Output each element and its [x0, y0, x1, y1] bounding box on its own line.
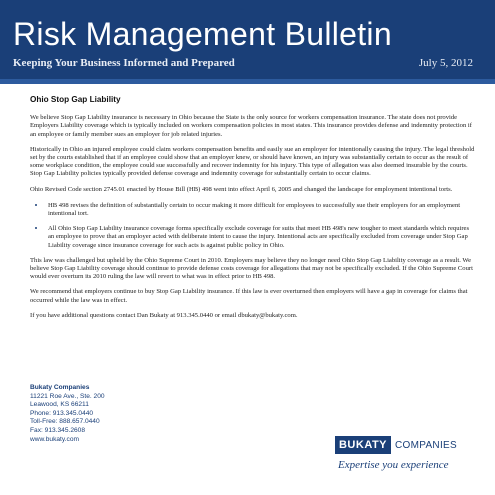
logo-tagline: Expertise you experience	[338, 459, 449, 471]
website: www.bukaty.com	[30, 435, 79, 443]
article-body	[30, 96, 476, 327]
address-line: Leawood, KS 66211	[30, 401, 89, 409]
header-banner	[0, 0, 495, 84]
paragraph: We believe Stop Gap Liability insurance is necessary in Ohio because the State is the only source for workers compensation insurance. The state does not provide Employers Liability coverage which is typically included on workers compensation policies in most states. This insurance provides defense and indemnity protection if an employee or family member sues an employer for job related injuries.	[30, 114, 472, 138]
company-logo	[335, 436, 476, 481]
header-stripe	[0, 79, 495, 84]
contact-block	[30, 384, 105, 444]
bullet-item: • HB 498 revises the definition of substantially certain to occur making it more difficult for employees to successfully sue their employers for an employment intentional tort.	[46, 201, 476, 218]
paragraph: We recommend that employers continue to buy Stop Gap Liability insurance. If this law is ever overturned then employers will have a gap in coverage for claims that occurred while the law was in effect.	[30, 288, 468, 304]
address-line: 11221 Roe Ave., Ste. 200	[30, 392, 105, 400]
bullet-list	[30, 201, 476, 250]
bulletin-date: July 5, 2012	[418, 57, 473, 69]
article-title: Ohio Stop Gap Liability	[30, 95, 121, 104]
paragraph: This law was challenged but upheld by the Ohio Supreme Court in 2010. Employers may believe they no longer need Ohio Stop Gap Liability coverage as a result. We believe Stop Gap Liability coverage should continue to provide defense costs coverage for allegations that may not be specifically excluded. If the Ohio Supreme Court would ever overturn its 2010 ruling the law will revert to what was in effect prior to HB 498.	[30, 256, 473, 281]
bulletin-subtitle: Keeping Your Business Informed and Prepared	[13, 57, 235, 69]
fax-number: Fax: 913.345.2608	[30, 426, 85, 434]
paragraph: Historically in Ohio an injured employee could claim workers compensation benefits and easily sue an employer for intentionally causing the injury. The legal threshold set by the courts established that if an employee could show that an employer knew, or should have known, an injury was substantially certain to occur as the result of some workplace condition, the employee could sue successfully and recover indemnity for his injury. This type of allegation was also deemed insurable by the courts. Stop Gap Liability policies typically provided defense coverage and indemnity coverage for substantially certain to occur claims.	[30, 145, 475, 178]
paragraph: Ohio Revised Code section 2745.01 enacted by House Bill (HB) 498 went into effect April 6, 2005 and changed the landscape for employment intentional torts.	[30, 185, 453, 193]
logo-word: COMPANIES	[395, 440, 457, 451]
bullet-item: • All Ohio Stop Gap Liability insurance coverage forms specifically exclude coverage for suits that meet HB 498's new tougher to meet standards which requires an employee to prove that an employer acted with deliberate intent to cause the injury. Intentional acts are specifically excluded from coverage under Stop Gap Liability coverage since insurance coverage for such acts is against public policy in Ohio.	[46, 224, 476, 250]
company-name: Bukaty Companies	[30, 384, 90, 391]
bulletin-title: Risk Management Bulletin	[13, 16, 392, 52]
phone-number: Phone: 913.345.0440	[30, 409, 94, 417]
tollfree-number: Toll-Free: 888.657.0440	[30, 418, 100, 426]
contact-paragraph: If you have additional questions contact Dan Bukaty at 913.345.0440 or email dbukaty@bukaty.com.	[30, 311, 298, 319]
logo-name: BUKATY	[338, 439, 387, 451]
